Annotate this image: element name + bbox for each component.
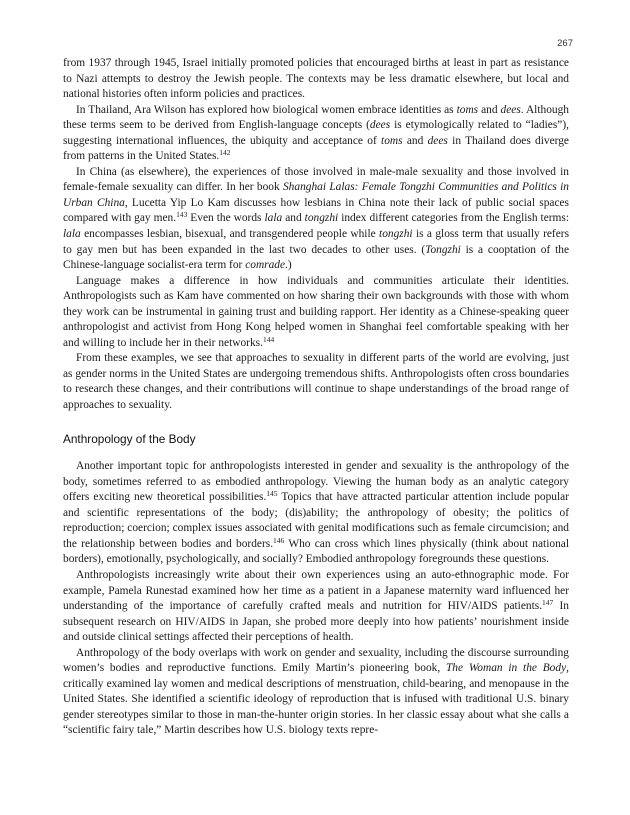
footnote-ref: 146 <box>273 535 285 545</box>
page-number: 267 <box>557 38 573 49</box>
italic-term: toms <box>381 134 403 147</box>
text-run: and <box>402 134 428 147</box>
italic-term: dees <box>427 134 448 147</box>
text-run: From these examples, we see that approaches to sexuality in different parts of the world are evolving, just as gender norms in the United States are undergoing tremendous shifts. Anthropologists often cross boundaries to research these changes, and their contributions will continue to shape understandings of the broad range of approaches to sexuality. <box>63 352 569 412</box>
top-paragraphs <box>63 56 569 414</box>
text-run: and <box>282 212 305 225</box>
text-run: is a gloss term that usually refers to gay men but has been expanded in the last two decades to other uses. ( <box>63 228 569 256</box>
italic-term: toms <box>456 103 479 116</box>
text-run: Anthropologists increasingly write about their own experiences using an auto-ethnographic mode. For example, Pamela Runestad examined how her time as a patient in a Japanese maternity ward influenced her understanding of the importance of carefully crafted meals and nutrition for HIV/AIDS patients. <box>63 568 569 613</box>
paragraph <box>63 568 569 646</box>
italic-term: lala <box>63 228 81 241</box>
paragraph <box>63 646 569 739</box>
section-heading: Anthropology of the Body <box>63 431 196 446</box>
italic-term: comrade <box>245 259 286 272</box>
footnote-ref: 143 <box>176 210 188 220</box>
text-run: Topics that have attracted particular attention include popular and scientific representations of the body; (dis)ability; the anthropology of obesity; the politics of reproduction; coercion; complex issues associated with genital modifications such as female circumcision; and the relationship between bodies and borders. <box>63 491 569 550</box>
italic-term: tongzhi <box>304 212 339 225</box>
text-run: Anthropology of the body overlaps with work on gender and sexuality, including the discourse surrounding women’s bodies and reproductive functions. Emily Martin’s pioneering book, <box>63 646 569 675</box>
text-run: in Thailand does diverge from patterns in the United States. <box>63 134 569 163</box>
italic-term: dees <box>500 103 521 116</box>
text-run: index different categories from the English terms: <box>338 212 569 225</box>
body-text <box>63 56 569 739</box>
bottom-paragraphs <box>63 459 569 739</box>
text-run: is etymologically related to “ladies”), suggesting international influences, the ubiquity and acceptance of <box>63 119 569 147</box>
italic-term: Shanghai Lalas: Female Tongzhi Communities and Politics in Urban China <box>63 181 569 209</box>
text-run: Language makes a difference in how individuals and communities articulate their identities. Anthropologists such as Kam have commented on how sharing their own backgrounds with those with whom they work can be instrumental in gaining trust and building rapport. Her identity as a Chinese-speaking queer anthropologist and activist from Hong Kong helped women in Shanghai feel comfortable speaking with her and willing to include her in their networks. <box>63 274 569 349</box>
italic-term: The Woman in the Body <box>445 662 567 675</box>
text-run: encompasses lesbian, bisexual, and transgendered people while <box>80 228 380 241</box>
text-run: In Thailand, Ara Wilson has explored how biological women embrace identities as <box>76 103 457 116</box>
italic-term: dees <box>369 119 391 132</box>
footnote-ref: 147 <box>542 598 554 608</box>
text-run: , Lucetta Yip Lo Kam discusses how lesbians in China note their lack of public social spaces compared with gay men. <box>63 196 569 225</box>
paragraph <box>63 103 569 165</box>
text-run: and <box>478 103 501 116</box>
footnote-ref: 142 <box>219 148 231 158</box>
italic-term: Tongzhi <box>425 243 461 256</box>
text-run: , critically examined lay women and medical descriptions of menstruation, child-bearing, and menopause in the United States. She identified a scientific ideology of reproduction that is infused with traditional U.S. binary gender stereotypes similar to those in man-the-hunter origin stories. In her classic essay about what she calls a “scientific fairy tale,” Martin describes how U.S. biology texts repre- <box>63 662 569 737</box>
text-run: Another important topic for anthropologists interested in gender and sexuality is the anthropology of the body, sometimes referred to as embodied anthropology. Viewing the human body as an analytic category offers exciting new theoretical possibilities. <box>63 460 569 504</box>
footnote-ref: 144 <box>262 334 275 344</box>
text-run: In China (as elsewhere), the experiences of those involved in male-male sexuality and those involved in female-female sexuality can differ. In her book <box>63 165 569 194</box>
paragraph <box>63 351 569 413</box>
footnote-ref: 145 <box>266 489 278 499</box>
text-run: In subsequent research on HIV/AIDS in Japan, she probed more deeply into how patients’ nourishment inside and outside clinical settings affected their perceptions of health. <box>63 600 569 644</box>
text-run: from 1937 through 1945, Israel initially promoted policies that encouraged births at least in part as resistance to Nazi attempts to destroy the Jewish people. The contexts may be less dramatic elsewhere, but local and national histories often inform policies and practices. <box>63 57 569 101</box>
italic-term: tongzhi <box>379 228 413 241</box>
text-run: is a cooptation of the Chinese-language socialist-era term for <box>63 243 569 272</box>
italic-term: lala <box>264 212 283 225</box>
paragraph <box>63 274 569 352</box>
text-run: Even the words <box>187 212 265 225</box>
text-run: . Although these terms seem to be derived from English-language concepts ( <box>63 103 569 132</box>
text-run: Who can cross which lines physically (think about national borders), emotionally, psychologically, and socially? Embodied anthropology foregrounds these questions. <box>63 537 569 566</box>
paragraph <box>63 165 569 274</box>
paragraph <box>63 459 569 568</box>
text-run: .) <box>285 259 292 272</box>
paragraph <box>63 56 569 103</box>
